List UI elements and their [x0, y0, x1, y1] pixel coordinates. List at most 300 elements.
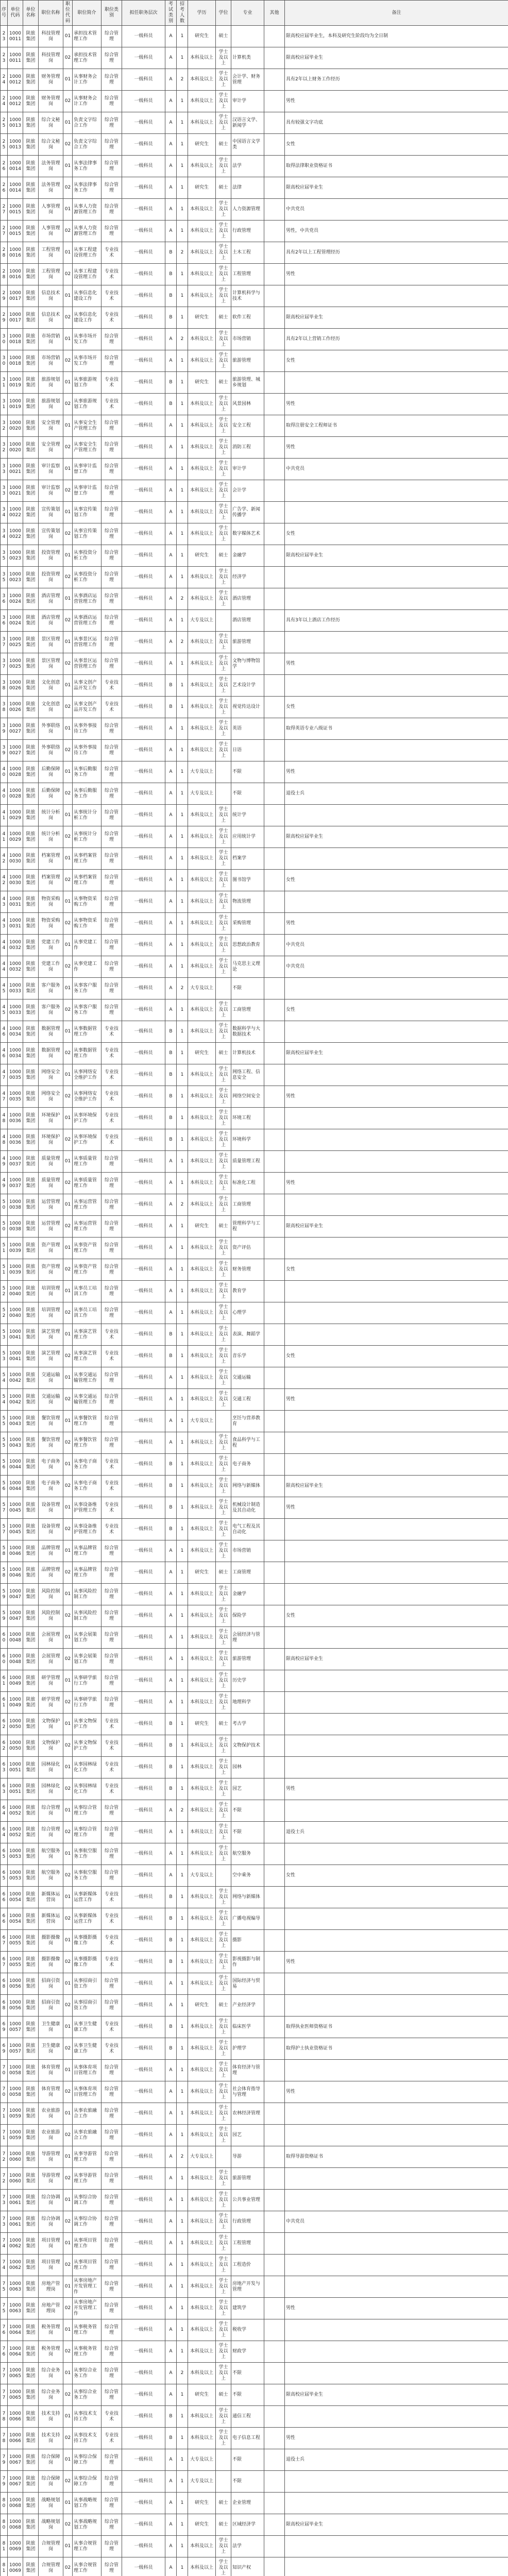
table-cell: 1: [177, 1389, 188, 1411]
table-cell: 33: [1, 459, 8, 480]
table-cell: 限高校应届毕业生: [285, 2514, 508, 2536]
table-row: [1, 999, 508, 1021]
table-cell: 体育管理岗: [39, 2060, 63, 2081]
table-cell: 综合管理: [101, 1562, 122, 1584]
table-cell: 从事品牌管理工作: [73, 1562, 101, 1584]
table-cell: 一级科员: [122, 1757, 165, 1778]
table-cell: 10000058: [8, 2060, 23, 2081]
table-row: [1, 2146, 508, 2168]
table-cell: [264, 891, 285, 913]
table-cell: 陕旅集团: [23, 2428, 39, 2449]
table-cell: 综合管理: [101, 502, 122, 523]
table-cell: 本科及以上: [188, 1973, 216, 1995]
table-cell: 02: [63, 697, 73, 718]
table-cell: 农业旅游岗: [39, 2125, 63, 2146]
table-cell: 一级科员: [122, 2190, 165, 2211]
table-cell: 陕旅集团: [23, 1995, 39, 2016]
table-cell: 专业技术: [101, 1043, 122, 1064]
table-cell: 专业技术: [101, 1476, 122, 1497]
column-header: 其他: [264, 1, 285, 26]
table-cell: 思想政治教育: [231, 935, 264, 956]
table-cell: [285, 2493, 508, 2514]
table-row: [1, 523, 508, 545]
table-cell: 学士及以上: [216, 221, 231, 242]
table-cell: 10000022: [8, 523, 23, 545]
table-cell: 地理科学: [231, 1692, 264, 1714]
table-cell: 1: [177, 740, 188, 761]
table-cell: 1: [177, 653, 188, 675]
table-cell: 一级科员: [122, 1714, 165, 1735]
table-cell: 1: [177, 415, 188, 437]
table-cell: 10000054: [8, 1908, 23, 1930]
table-cell: 28: [1, 242, 8, 264]
table-cell: 01: [63, 2190, 73, 2211]
table-cell: [216, 978, 231, 999]
table-cell: 02: [63, 913, 73, 935]
table-cell: 一级科员: [122, 999, 165, 1021]
table-cell: 一级科员: [122, 242, 165, 264]
table-cell: 02: [63, 2168, 73, 2190]
table-cell: 一级科员: [122, 523, 165, 545]
table-cell: 陕旅集团: [23, 1973, 39, 1995]
table-cell: 硕士: [216, 177, 231, 199]
table-cell: [264, 2536, 285, 2557]
table-cell: 38: [1, 675, 8, 697]
table-cell: 10000051: [8, 1757, 23, 1778]
table-cell: 物资采购岗: [39, 891, 63, 913]
table-cell: 综合管理: [101, 1411, 122, 1432]
table-cell: 男性: [285, 1389, 508, 1411]
table-cell: A: [165, 2233, 177, 2255]
table-cell: 60: [1, 1627, 8, 1649]
table-cell: 综合管理: [101, 350, 122, 372]
table-row: [1, 502, 508, 523]
table-cell: 本科及以上: [188, 956, 216, 978]
table-cell: 一级科员: [122, 307, 165, 329]
table-row: [1, 1843, 508, 1865]
table-cell: 综合管理: [101, 1995, 122, 2016]
table-cell: [264, 2211, 285, 2233]
table-cell: B: [165, 2406, 177, 2428]
table-cell: 一级科员: [122, 1086, 165, 1108]
table-row: [1, 2125, 508, 2146]
table-cell: 学士及以上: [216, 523, 231, 545]
table-cell: 从事后勤服务工作: [73, 783, 101, 805]
table-cell: 从事景区运营管理工作: [73, 653, 101, 675]
table-cell: 网络安全岗: [39, 1064, 63, 1086]
table-cell: 资产管理岗: [39, 1238, 63, 1259]
table-cell: 10000023: [8, 545, 23, 567]
table-cell: 信息技术岗: [39, 285, 63, 307]
table-cell: A: [165, 567, 177, 588]
table-cell: 陕旅集团: [23, 588, 39, 610]
table-cell: 陕旅集团: [23, 242, 39, 264]
table-cell: 35: [1, 545, 8, 567]
table-cell: 园艺: [231, 2125, 264, 2146]
table-cell: 本科及以上: [188, 1908, 216, 1930]
table-cell: 后勤保障岗: [39, 761, 63, 783]
table-cell: 78: [1, 2406, 8, 2428]
table-row: [1, 1865, 508, 1887]
table-cell: 1: [177, 437, 188, 459]
table-cell: 一级科员: [122, 2384, 165, 2406]
table-cell: 40: [1, 761, 8, 783]
table-row: [1, 2016, 508, 2038]
table-cell: 审计学: [231, 459, 264, 480]
table-row: [1, 718, 508, 740]
table-cell: 资产管理岗: [39, 1259, 63, 1281]
table-cell: 取得导游资格证书: [285, 2146, 508, 2168]
table-row: [1, 1108, 508, 1129]
table-cell: 陕旅集团: [23, 1238, 39, 1259]
table-cell: A: [165, 2125, 177, 2146]
table-cell: A: [165, 935, 177, 956]
table-cell: B: [165, 1086, 177, 1108]
table-cell: [264, 437, 285, 459]
table-cell: 陕旅集团: [23, 653, 39, 675]
table-cell: 从事资产管理工作: [73, 1238, 101, 1259]
table-cell: 陕旅集团: [23, 1454, 39, 1476]
table-cell: A: [165, 826, 177, 848]
table-cell: 1: [177, 26, 188, 47]
table-cell: 学士及以上: [216, 1238, 231, 1259]
table-cell: 10000037: [8, 1151, 23, 1173]
table-cell: 专业技术: [101, 1454, 122, 1476]
table-cell: 1: [177, 2125, 188, 2146]
table-row: [1, 47, 508, 69]
table-cell: 学士及以上: [216, 1584, 231, 1605]
table-row: [1, 91, 508, 112]
table-cell: 专业技术: [101, 1086, 122, 1108]
table-cell: 陕旅集团: [23, 1822, 39, 1843]
table-cell: 10000024: [8, 588, 23, 610]
table-cell: 10000015: [8, 199, 23, 221]
table-cell: A: [165, 2493, 177, 2514]
table-cell: 质量管理工程: [231, 1151, 264, 1173]
table-cell: 1: [177, 1627, 188, 1649]
table-cell: 一级科员: [122, 415, 165, 437]
table-cell: 研究生: [188, 307, 216, 329]
table-cell: 设备管理岗: [39, 1519, 63, 1540]
table-cell: 专业技术: [101, 1129, 122, 1151]
table-cell: 学士及以上: [216, 2428, 231, 2449]
table-cell: 从事体育项目管理工作: [73, 2060, 101, 2081]
table-row: [1, 891, 508, 913]
table-cell: [285, 1281, 508, 1302]
table-cell: 综合管理: [101, 2384, 122, 2406]
table-cell: B: [165, 1930, 177, 1952]
table-cell: A: [165, 588, 177, 610]
table-cell: 02: [63, 1173, 73, 1194]
table-cell: 工程管理岗: [39, 264, 63, 285]
table-cell: 项目管理岗: [39, 2255, 63, 2276]
column-header: 学位: [216, 1, 231, 26]
table-cell: A: [165, 1800, 177, 1822]
table-cell: 1: [177, 545, 188, 567]
table-cell: 学士及以上: [216, 1930, 231, 1952]
table-row: [1, 242, 508, 264]
table-cell: 02: [63, 1952, 73, 1973]
table-cell: 体育经济与管理: [231, 2060, 264, 2081]
table-cell: 1: [177, 1367, 188, 1389]
table-cell: 档案管理岗: [39, 848, 63, 870]
table-cell: 网络空间安全: [231, 1086, 264, 1108]
table-cell: [264, 2190, 285, 2211]
table-row: [1, 372, 508, 394]
table-cell: 陕旅集团: [23, 1346, 39, 1367]
table-cell: 10000036: [8, 1129, 23, 1151]
table-cell: 专业技术: [101, 1346, 122, 1367]
table-cell: 1: [177, 1995, 188, 2016]
table-cell: 统计分析岗: [39, 805, 63, 826]
table-cell: 75: [1, 2276, 8, 2298]
table-cell: 01: [63, 112, 73, 134]
table-cell: 1: [177, 1908, 188, 1930]
table-cell: 陕旅集团: [23, 1173, 39, 1194]
table-cell: 78: [1, 2428, 8, 2449]
column-header: 职位简介: [73, 1, 101, 26]
table-cell: 限高校应届毕业生，本科及研究生阶段均为全日制: [285, 26, 508, 47]
table-cell: [285, 1692, 508, 1714]
table-cell: 综合管理: [101, 1216, 122, 1238]
table-cell: 一级科员: [122, 1778, 165, 1800]
table-cell: [285, 2233, 508, 2255]
table-cell: 一级科员: [122, 264, 165, 285]
table-cell: 01: [63, 2493, 73, 2514]
table-cell: 10000050: [8, 1735, 23, 1757]
table-cell: 01: [63, 632, 73, 653]
table-cell: 73: [1, 2190, 8, 2211]
table-cell: 42: [1, 870, 8, 891]
table-cell: 10000039: [8, 1259, 23, 1281]
table-cell: [264, 1476, 285, 1497]
table-cell: 一级科员: [122, 1043, 165, 1064]
table-cell: 一级科员: [122, 1519, 165, 1540]
table-cell: 一级科员: [122, 870, 165, 891]
table-cell: 旅游管理: [231, 1649, 264, 1670]
table-cell: 10000061: [8, 2190, 23, 2211]
table-cell: 一级科员: [122, 1454, 165, 1476]
table-cell: [264, 1108, 285, 1129]
table-cell: 10000028: [8, 761, 23, 783]
table-cell: 学士及以上: [216, 2319, 231, 2341]
table-cell: B: [165, 1021, 177, 1043]
table-row: [1, 2363, 508, 2384]
table-cell: 陕旅集团: [23, 2341, 39, 2363]
table-cell: [264, 1649, 285, 1670]
table-cell: 从事园林绿化工作: [73, 1757, 101, 1778]
table-cell: 54: [1, 1367, 8, 1389]
table-cell: 从事电子商务工作: [73, 1454, 101, 1476]
table-cell: 本科及以上: [188, 1887, 216, 1908]
table-cell: 1: [177, 1757, 188, 1778]
table-cell: 一级科员: [122, 2081, 165, 2103]
table-cell: 10000064: [8, 2341, 23, 2363]
table-cell: A: [165, 2276, 177, 2298]
table-cell: 1: [177, 805, 188, 826]
table-cell: 10000031: [8, 891, 23, 913]
table-cell: 1: [177, 2341, 188, 2363]
table-cell: 10000029: [8, 805, 23, 826]
table-cell: A: [165, 69, 177, 91]
table-cell: 综合管理: [101, 2449, 122, 2471]
table-cell: 01: [63, 502, 73, 523]
table-cell: 专业技术: [101, 1714, 122, 1735]
table-row: [1, 567, 508, 588]
table-cell: 行政管理: [231, 221, 264, 242]
table-cell: 环境科学: [231, 1129, 264, 1151]
table-cell: 一级科员: [122, 47, 165, 69]
table-cell: 01: [63, 1108, 73, 1129]
table-cell: 综合管理: [101, 1692, 122, 1714]
table-cell: 学士及以上: [216, 1173, 231, 1194]
table-cell: 一级科员: [122, 1281, 165, 1302]
table-cell: 女性: [285, 1605, 508, 1627]
table-cell: 1: [177, 112, 188, 134]
table-cell: [264, 1692, 285, 1714]
table-cell: 综合管理: [101, 1822, 122, 1843]
table-cell: A: [165, 1302, 177, 1324]
table-cell: 综合管理: [101, 588, 122, 610]
table-cell: 从事园林绿化工作: [73, 1778, 101, 1800]
table-cell: 10000042: [8, 1389, 23, 1411]
table-cell: 01: [63, 545, 73, 567]
table-cell: 10000027: [8, 718, 23, 740]
table-cell: 学士及以上: [216, 1605, 231, 1627]
table-cell: 1: [177, 1584, 188, 1605]
table-cell: 10000027: [8, 740, 23, 761]
table-cell: 从事员工培训工作: [73, 1302, 101, 1324]
table-cell: 从事招商引资工作: [73, 1973, 101, 1995]
table-row: [1, 1043, 508, 1064]
table-cell: A: [165, 2384, 177, 2406]
table-cell: 一级科员: [122, 2428, 165, 2449]
table-cell: 学士及以上: [216, 2081, 231, 2103]
table-row: [1, 1064, 508, 1086]
table-cell: 从事环境保护工作: [73, 1129, 101, 1151]
column-header: 序号: [1, 1, 8, 26]
table-cell: A: [165, 999, 177, 1021]
table-cell: 网络与新媒体: [231, 1476, 264, 1497]
table-cell: 综合保障岗: [39, 2449, 63, 2471]
table-cell: 学士及以上: [216, 697, 231, 718]
table-cell: 标准化工程: [231, 1173, 264, 1194]
table-cell: 从事物资采购工作: [73, 891, 101, 913]
table-cell: [285, 2125, 508, 2146]
table-cell: 综合管理: [101, 805, 122, 826]
table-cell: [264, 1519, 285, 1540]
table-cell: 从事新媒体运营工作: [73, 1908, 101, 1930]
table-cell: 一级科员: [122, 112, 165, 134]
table-cell: 10000046: [8, 1540, 23, 1562]
table-cell: 10000058: [8, 2081, 23, 2103]
table-cell: 限高校应届毕业生: [285, 1649, 508, 1670]
table-cell: 一级科员: [122, 199, 165, 221]
table-cell: 土木工程: [231, 242, 264, 264]
table-cell: 一级科员: [122, 610, 165, 632]
table-cell: 本科及以上: [188, 69, 216, 91]
table-cell: 02: [63, 1043, 73, 1064]
table-cell: 陕旅集团: [23, 1800, 39, 1822]
table-cell: [264, 1584, 285, 1605]
table-cell: 1: [177, 2557, 188, 2576]
table-cell: 陕旅集团: [23, 1562, 39, 1584]
table-cell: 1: [177, 761, 188, 783]
table-cell: 具有2年以上营销工作经历: [285, 329, 508, 350]
table-cell: 1: [177, 1108, 188, 1129]
table-cell: 广告学、新闻传播学: [231, 502, 264, 523]
table-cell: 一级科员: [122, 285, 165, 307]
table-cell: 本科及以上: [188, 1389, 216, 1411]
table-cell: 1: [177, 913, 188, 935]
table-cell: 02: [63, 999, 73, 1021]
table-cell: 金融学: [231, 1584, 264, 1605]
table-cell: 人力资源管理: [231, 199, 264, 221]
table-cell: 本科及以上: [188, 1952, 216, 1973]
table-cell: 从事导游管理工作: [73, 2146, 101, 2168]
table-cell: 综合管理: [101, 718, 122, 740]
table-cell: [264, 545, 285, 567]
table-cell: 一级科员: [122, 1389, 165, 1411]
table-cell: 研究生: [188, 2514, 216, 2536]
table-cell: A: [165, 1649, 177, 1670]
table-cell: 公共事业管理: [231, 2190, 264, 2211]
table-cell: [264, 1281, 285, 1302]
table-cell: 学士及以上: [216, 415, 231, 437]
table-cell: 从事研学旅行工作: [73, 1670, 101, 1692]
table-cell: 1: [177, 2276, 188, 2298]
table-cell: 01: [63, 329, 73, 350]
table-cell: 本科及以上: [188, 1670, 216, 1692]
table-cell: 本科及以上: [188, 1454, 216, 1476]
table-cell: 10000033: [8, 978, 23, 999]
table-cell: 2: [177, 1800, 188, 1822]
table-cell: 本科及以上: [188, 2557, 216, 2576]
table-cell: 48: [1, 1129, 8, 1151]
table-cell: 02: [63, 1216, 73, 1238]
table-cell: B: [165, 1519, 177, 1540]
table-cell: A: [165, 112, 177, 134]
table-cell: 导游管理岗: [39, 2146, 63, 2168]
table-cell: 陕旅集团: [23, 394, 39, 415]
table-cell: 负责文字综合工作: [73, 134, 101, 156]
table-cell: 男性: [285, 1086, 508, 1108]
table-cell: A: [165, 2319, 177, 2341]
table-row: [1, 1346, 508, 1367]
table-cell: 不限: [231, 783, 264, 805]
table-cell: 陕旅集团: [23, 1649, 39, 1670]
table-cell: [264, 2319, 285, 2341]
table-cell: 从事工程建设管理工作: [73, 242, 101, 264]
table-cell: 物流管理: [231, 891, 264, 913]
table-cell: B: [165, 2428, 177, 2449]
table-cell: 70: [1, 2081, 8, 2103]
table-cell: 从事综合管理工作: [73, 1800, 101, 1822]
table-cell: 陕旅集团: [23, 2190, 39, 2211]
table-cell: 陕旅集团: [23, 805, 39, 826]
table-cell: 从事人力资源管理工作: [73, 221, 101, 242]
table-cell: 10000025: [8, 632, 23, 653]
table-cell: 中共党员: [285, 2211, 508, 2233]
table-cell: [264, 2233, 285, 2255]
table-cell: 退役士兵: [285, 1822, 508, 1843]
table-cell: 01: [63, 675, 73, 697]
table-cell: 01: [63, 1627, 73, 1649]
table-cell: 陕旅集团: [23, 1129, 39, 1151]
table-cell: A: [165, 978, 177, 999]
table-cell: 陕旅集团: [23, 372, 39, 394]
table-cell: 专业技术: [101, 1108, 122, 1129]
